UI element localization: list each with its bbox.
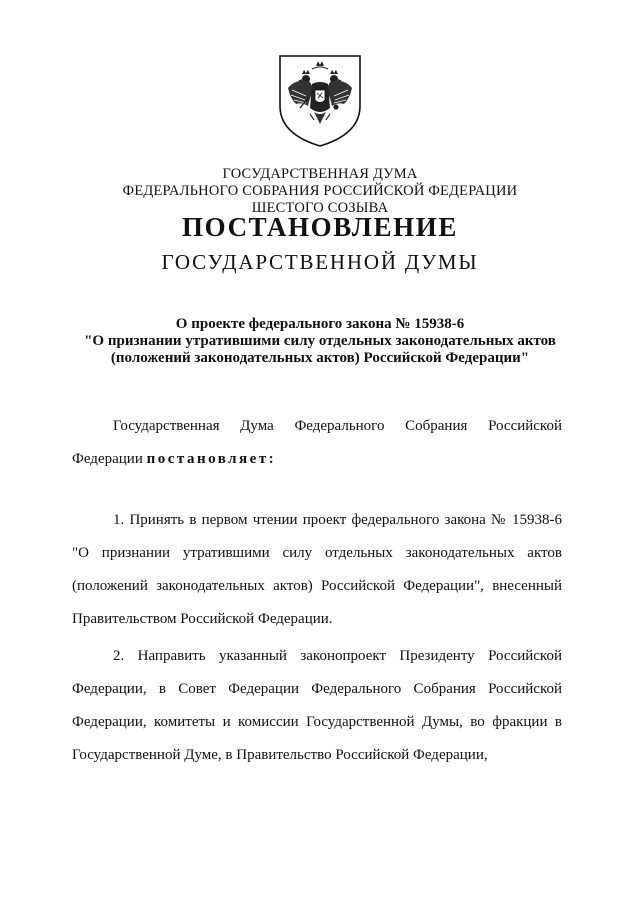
document-type: ПОСТАНОВЛЕНИЕ	[182, 212, 458, 242]
item-2-paragraph: 2. Направить указанный законопроект Президенту Российской Федерации, в Совет Федерации Федерального Собрания Российской Федерации, комитеты и комиссии Государственной Думы, во фракции в Государственной Думе, в Правительство Российской Федерации,	[72, 648, 562, 763]
coat-of-arms-icon	[272, 52, 368, 148]
preamble-paragraph	[72, 410, 562, 476]
issuer-line-1: ГОСУДАРСТВЕННАЯ ДУМА	[222, 166, 418, 182]
document-subtype: ГОСУДАРСТВЕННОЙ ДУМЫ	[161, 250, 479, 274]
item-1-paragraph: 1. Принять в первом чтении проект федерального закона № 15938-6 "О признании утратившими силу отдельных законодательных актов (положений законодательных актов) Российской Федерации", внесенный Правительством Российской Федерации.	[72, 512, 562, 627]
issuer-line-2: ФЕДЕРАЛЬНОГО СОБРАНИЯ РОССИЙСКОЙ ФЕДЕРАЦИИ	[122, 183, 518, 199]
issuer-block	[0, 166, 640, 217]
subject-line-2: "О признании утратившими силу отдельных законодательных актов	[84, 333, 556, 349]
subject-line-1: О проекте федерального закона № 15938-6	[175, 316, 465, 332]
preamble	[72, 410, 562, 476]
item-1	[72, 504, 562, 636]
item-2	[72, 640, 562, 772]
preamble-text: Государственная Дума Федерального Собрания Российской Федерации	[72, 418, 562, 467]
document-subject	[0, 316, 640, 367]
subject-line-3: (положений законодательных актов) Российской Федерации"	[110, 350, 530, 366]
preamble-keyword: постановляет:	[146, 451, 277, 467]
issuer-line-3: ШЕСТОГО СОЗЫВА	[251, 200, 389, 216]
